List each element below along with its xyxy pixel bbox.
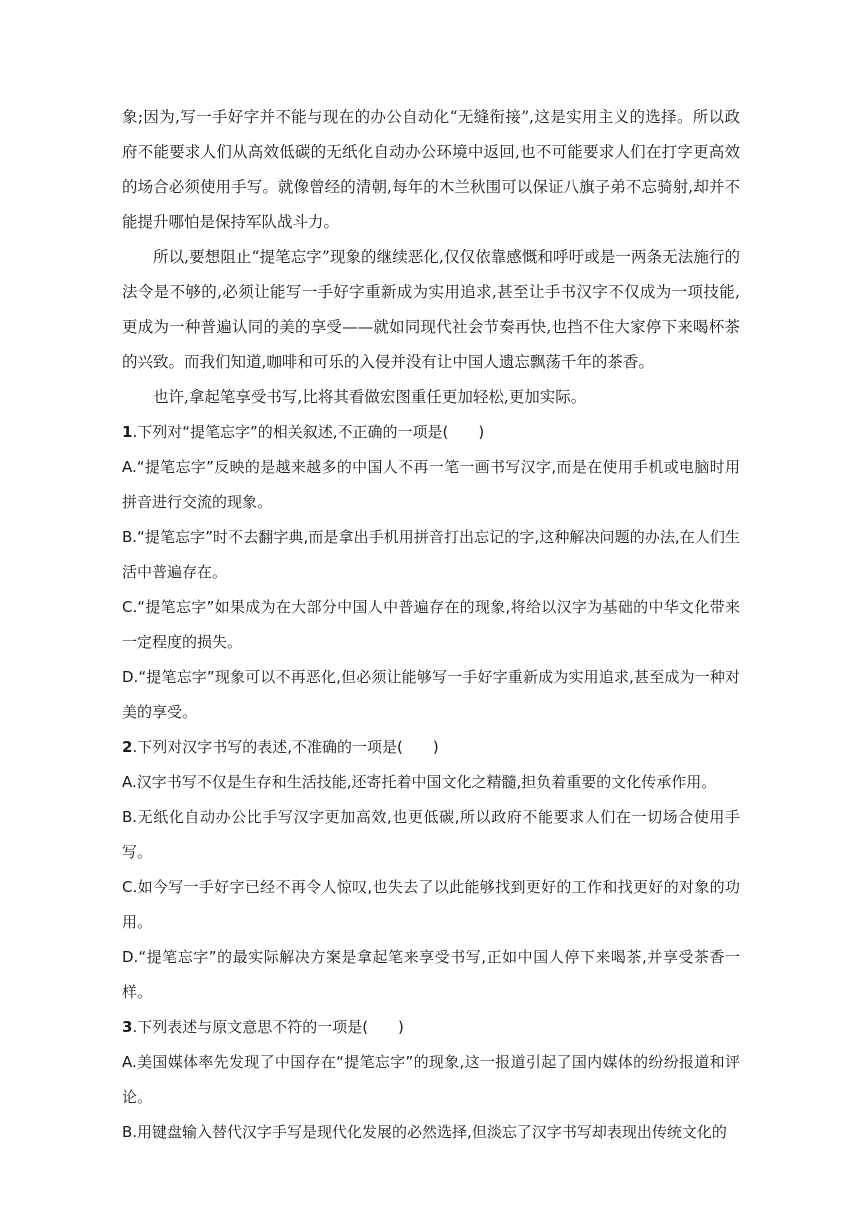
question-stem bbox=[122, 730, 740, 765]
option-a: A.“提笔忘字”反映的是越来越多的中国人不再一笔一画书写汉字,而是在使用手机或电脑时用拼音进行交流的现象。 bbox=[122, 458, 740, 511]
question-text: .下列对汉字书写的表述,不准确的一项是( ) bbox=[132, 738, 439, 756]
question-2 bbox=[122, 730, 740, 1010]
question-text: .下列表述与原文意思不符的一项是( ) bbox=[132, 1018, 404, 1036]
passage-paragraph: 象;因为,写一手好字并不能与现在的办公自动化“无缝衔接”,这是实用主义的选择。所以政府不能要求人们从高效低碳的无纸化自动办公环境中返回,也不可能要求人们在打字更高效的场合必须使用手写。就像曾经的清朝,每年的木兰秋围可以保证八旗子弟不忘骑射,却并不能提升哪怕是保持军队战斗力。 bbox=[122, 108, 740, 231]
passage-paragraph: 也许,拿起笔享受书写,比将其看做宏图重任更加轻松,更加实际。 bbox=[153, 388, 587, 406]
question-number: 1 bbox=[122, 423, 133, 441]
question-stem bbox=[122, 1010, 740, 1045]
question-1 bbox=[122, 415, 740, 730]
document-page bbox=[122, 100, 740, 1150]
option-c: C.“提笔忘字”如果成为在大部分中国人中普遍存在的现象,将给以汉字为基础的中华文化带来一定程度的损失。 bbox=[122, 598, 740, 651]
question-text: .下列对“提笔忘字”的相关叙述,不正确的一项是( ) bbox=[132, 423, 485, 441]
option-b: B.“提笔忘字”时不去翻字典,而是拿出手机用拼音打出忘记的字,这种解决问题的办法,在人们生活中普遍存在。 bbox=[122, 528, 740, 581]
question-3 bbox=[122, 1010, 740, 1150]
question-stem bbox=[122, 415, 740, 450]
question-number: 3 bbox=[122, 1018, 133, 1036]
option-d: D.“提笔忘字”的最实际解决方案是拿起笔来享受书写,正如中国人停下来喝茶,并享受茶香一样。 bbox=[122, 948, 740, 1001]
option-c: C.如今写一手好字已经不再令人惊叹,也失去了以此能够找到更好的工作和找更好的对象的功用。 bbox=[122, 878, 740, 931]
option-a: A.美国媒体率先发现了中国存在“提笔忘字”的现象,这一报道引起了国内媒体的纷纷报道和评论。 bbox=[122, 1053, 740, 1106]
option-d: D.“提笔忘字”现象可以不再恶化,但必须让能够写一手好字重新成为实用追求,甚至成为一种对美的享受。 bbox=[122, 668, 740, 721]
option-b: B.用键盘输入替代汉字手写是现代化发展的必然选择,但淡忘了汉字书写却表现出传统文化的 bbox=[122, 1123, 727, 1141]
option-b: B.无纸化自动办公比手写汉字更加高效,也更低碳,所以政府不能要求人们在一切场合使用手写。 bbox=[122, 808, 740, 861]
option-a: A.汉字书写不仅是生存和生活技能,还寄托着中国文化之精髓,担负着重要的文化传承作用。 bbox=[122, 773, 717, 791]
passage-paragraph: 所以,要想阻止“提笔忘字”现象的继续恶化,仅仅依靠感慨和呼吁或是一两条无法施行的法令是不够的,必须让能写一手好字重新成为实用追求,甚至让手书汉字不仅成为一项技能,更成为一种普遍认同的美的享受——就如同现代社会节奏再快,也挡不住大家停下来喝杯茶的兴致。而我们知道,咖啡和可乐的入侵并没有让中国人遗忘飘荡千年的茶香。 bbox=[122, 248, 740, 371]
question-number: 2 bbox=[122, 738, 133, 756]
